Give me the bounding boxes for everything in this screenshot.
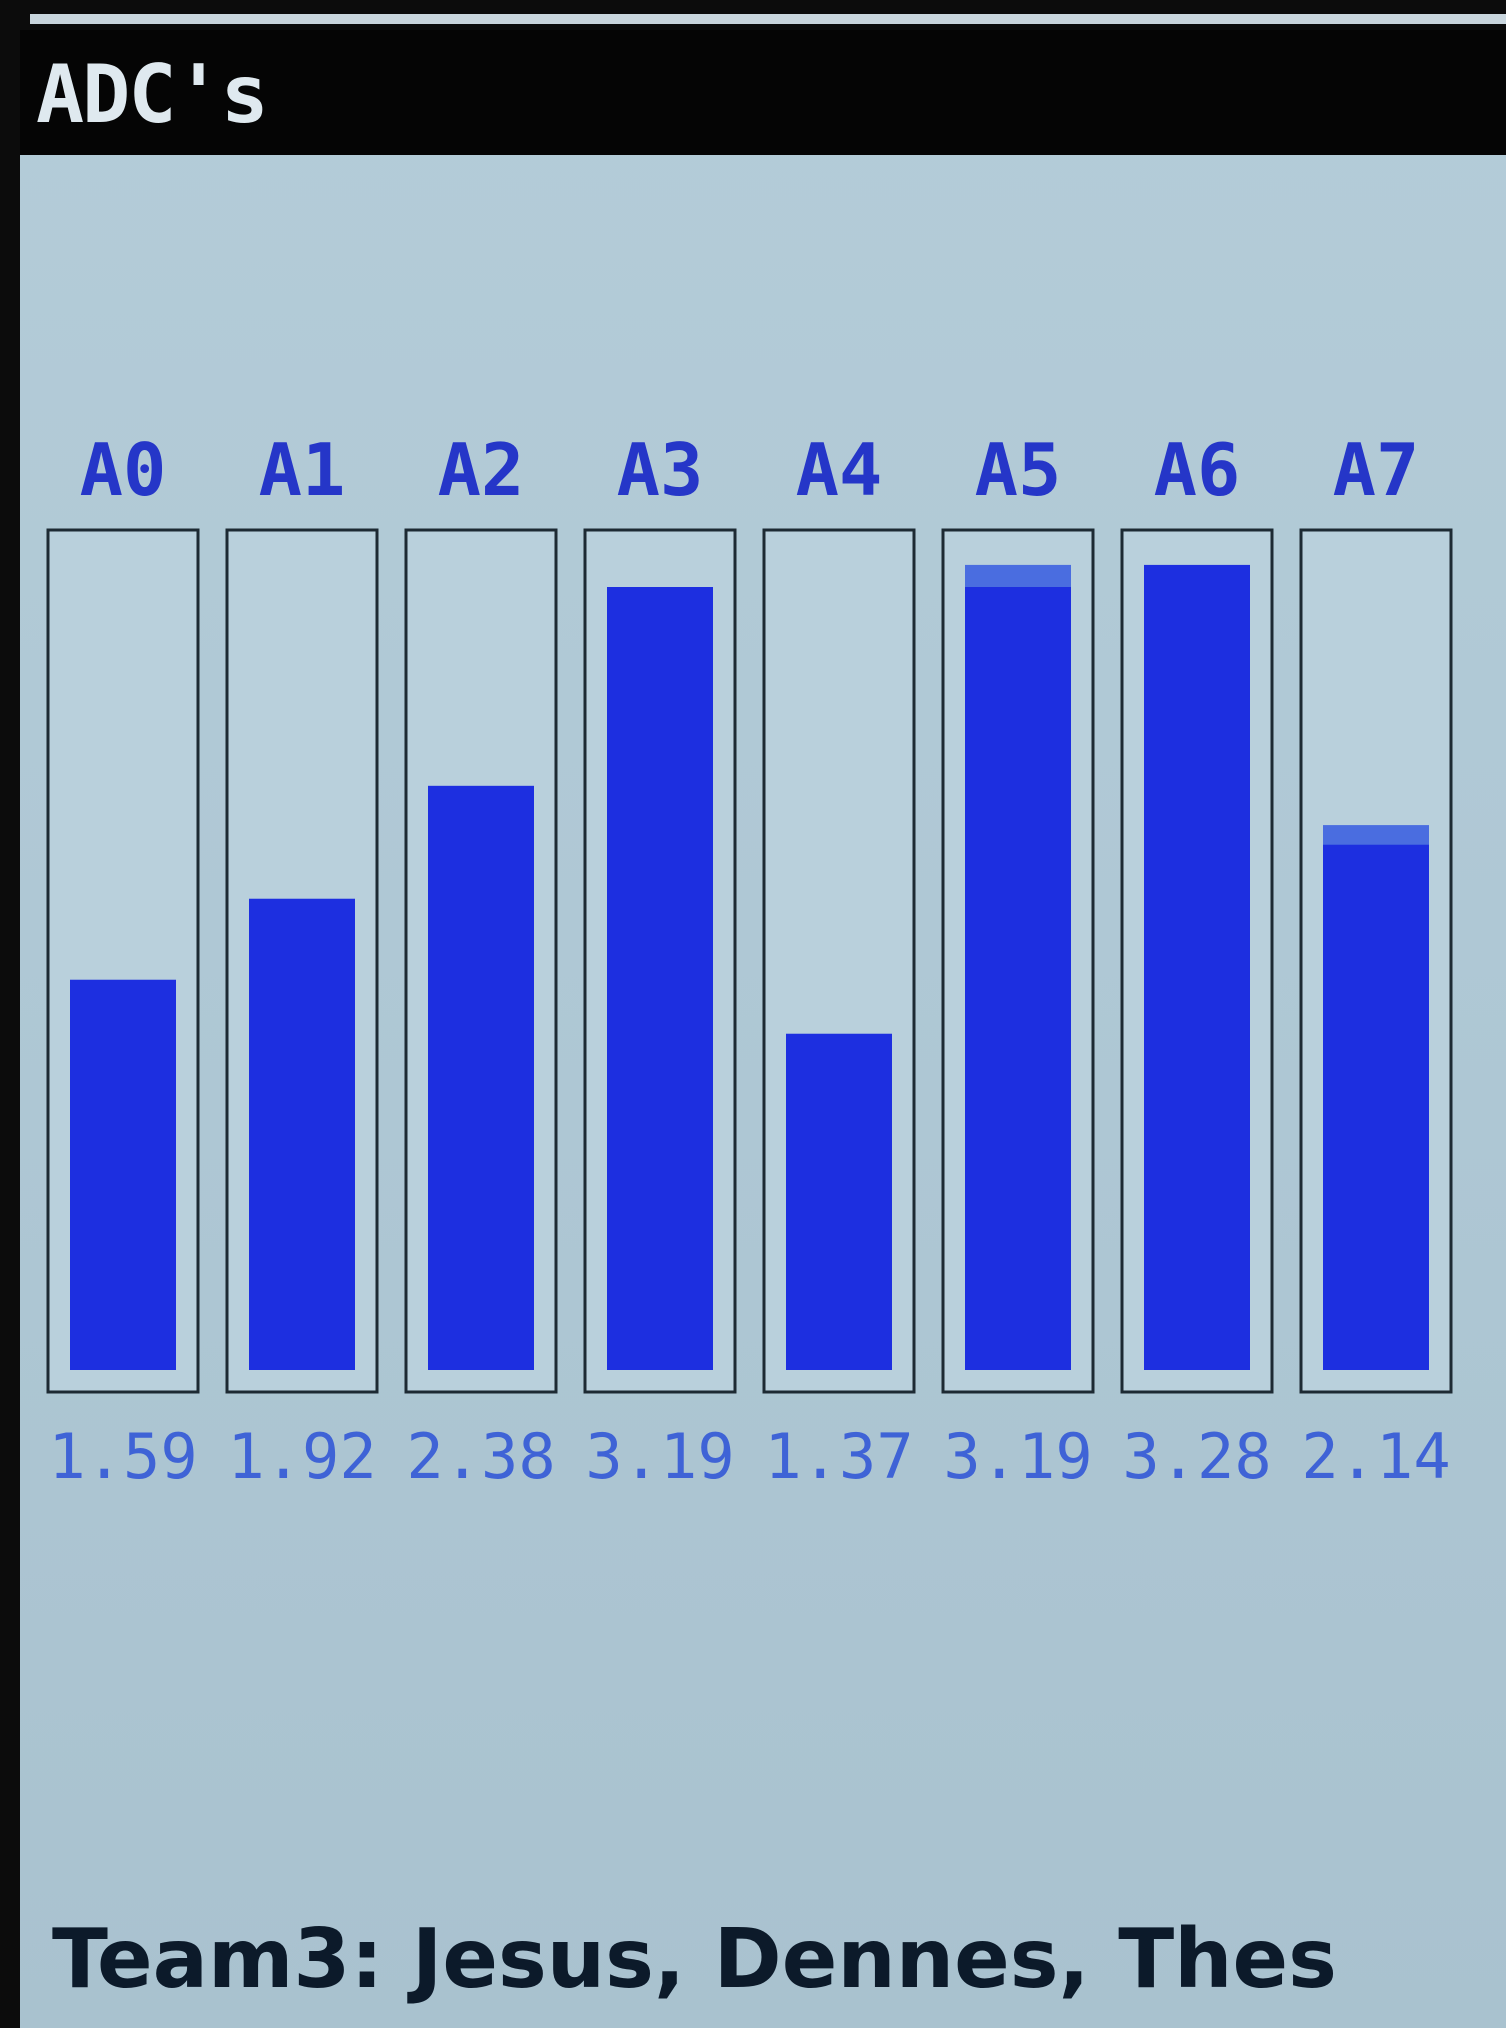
bar-a2	[428, 786, 534, 1370]
channel-label-a0: A0	[79, 428, 167, 512]
team-credits: Team3: Jesus, Dennes, Thes	[52, 1912, 1337, 2007]
channel-value-a7: 2.14	[1301, 1420, 1451, 1493]
channel-value-a6: 3.28	[1122, 1420, 1272, 1493]
bar-a6	[1144, 565, 1250, 1370]
adc-bar-chart	[20, 30, 1506, 2028]
channel-value-a5: 3.19	[943, 1420, 1093, 1493]
channel-label-a6: A6	[1153, 428, 1241, 512]
channel-label-a7: A7	[1332, 428, 1420, 512]
bar-a7	[1323, 845, 1429, 1370]
channel-label-a2: A2	[437, 428, 525, 512]
bar-a1	[249, 899, 355, 1370]
channel-value-a1: 1.92	[227, 1420, 377, 1493]
channel-value-a0: 1.59	[48, 1420, 198, 1493]
channel-value-a2: 2.38	[406, 1420, 556, 1493]
channel-value-a3: 3.19	[585, 1420, 735, 1493]
channel-label-a5: A5	[974, 428, 1062, 512]
bar-a4	[786, 1034, 892, 1370]
bar-a3	[607, 587, 713, 1370]
bar-a0	[70, 980, 176, 1370]
channel-label-a3: A3	[616, 428, 704, 512]
bar-a5	[965, 587, 1071, 1370]
channel-label-a1: A1	[258, 428, 346, 512]
channel-value-a4: 1.37	[764, 1420, 914, 1493]
channel-label-a4: A4	[795, 428, 883, 512]
screen-top-edge	[30, 14, 1506, 24]
lcd-screen	[20, 30, 1506, 2028]
window-title: ADC's	[36, 48, 267, 141]
